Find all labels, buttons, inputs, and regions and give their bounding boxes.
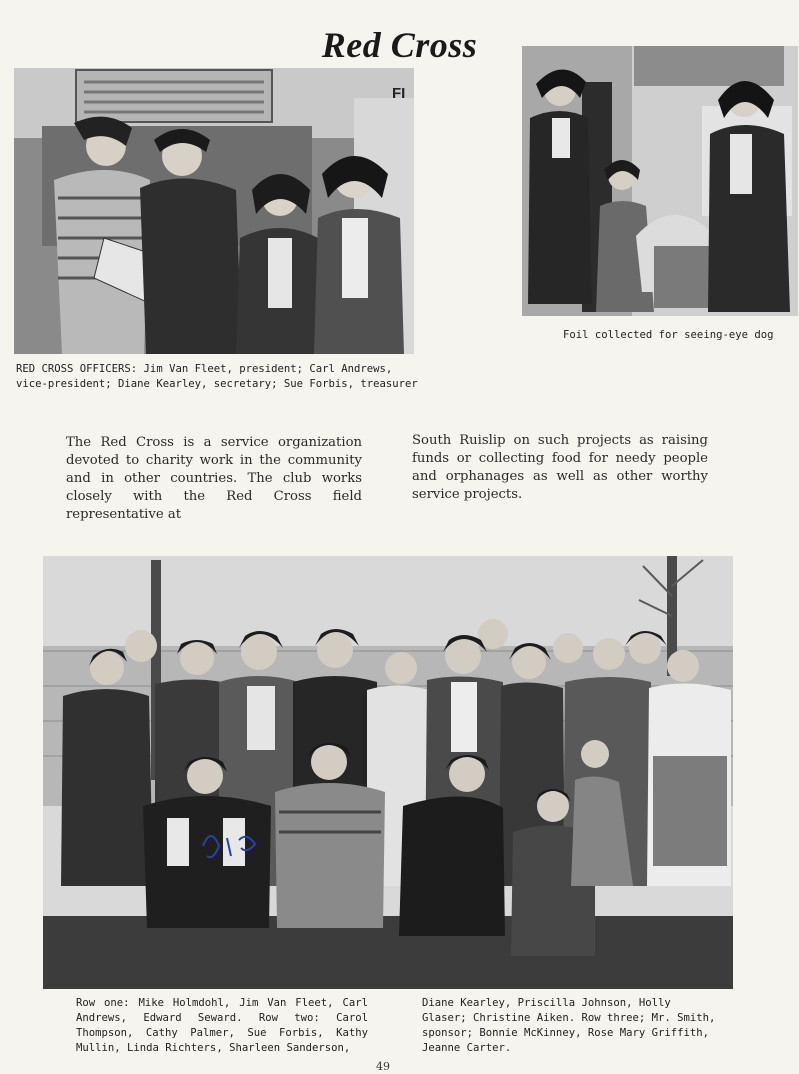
page-title: Red Cross [321, 25, 478, 66]
page-number: 49 [376, 1060, 390, 1073]
officers-photo [14, 68, 414, 354]
article-column-left: The Red Cross is a service organization devoted to charity work in the community and in other countries. The club works closely with the Red Cross field representative at [66, 435, 362, 522]
article-column-right: South Ruislip on such projects as raising funds or collecting food for needy people and orphanages as well as other worthy service projects. [412, 433, 708, 502]
foil-collection-photo [522, 46, 798, 316]
group-caption-right: Diane Kearley, Priscilla Johnson, Holly Glaser; Christine Aiken. Row three; Mr. Smith, sponsor; Bonnie McKinney, Rose Mary Griffith, Jeanne Carter. [422, 997, 716, 1054]
officers-caption: RED CROSS OFFICERS: Jim Van Fleet, president; Carl Andrews, vice-president; Diane Kearley, secretary; Sue Forbis, treasurer [16, 363, 418, 390]
foil-caption: Foil collected for seeing-eye dog [563, 329, 774, 341]
group-photo [43, 556, 733, 989]
sign-text: FI [392, 85, 406, 102]
group-caption-left: Row one: Mike Holmdohl, Jim Van Fleet, Carl Andrews, Edward Seward. Row two: Carol Thompson, Cathy Palmer, Sue Forbis, Kathy Mullin, Linda Richters, Sharleen Sanderson, [76, 997, 368, 1054]
